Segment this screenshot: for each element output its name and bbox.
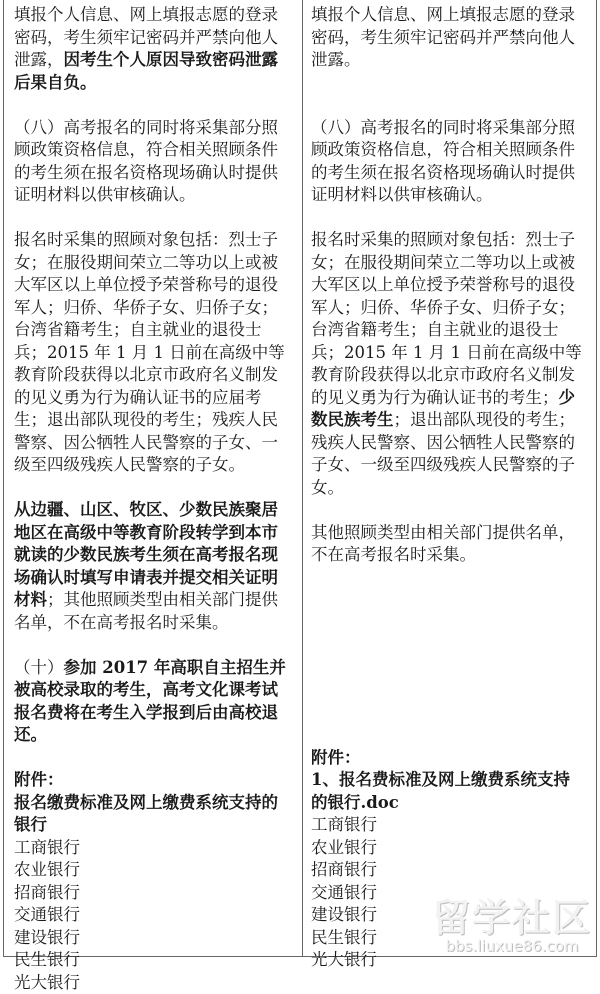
bank-item: 建设银行	[311, 904, 586, 927]
bank-item: 交通银行	[14, 904, 292, 927]
bold-text: 从边疆、山区、牧区、少数民族聚居地区在高级中等教育阶段转学到本市就读的少数民族考生须在高考报名现场确认时填写申请表并提交相关证明材料	[14, 500, 278, 609]
watermark-url: bbs.liuxue86.com	[432, 938, 592, 954]
bank-item: 光大银行	[311, 949, 586, 972]
password-paragraph: 填报个人信息、网上填报志愿的登录密码，考生须牢记密码并严禁向他人泄露，因考生个人原因导致密码泄露后果自负。	[14, 4, 292, 94]
bold-text: 因考生个人原因导致密码泄露后果自负。	[14, 50, 278, 92]
care-targets-paragraph: 报名时采集的照顾对象包括：烈士子女；在服役期间荣立二等功以上或被大军区以上单位授予荣誉称号的退役军人；归侨、华侨子女、归侨子女；台湾省籍考生；自主就业的退役士兵；2015 年 1 月 1 日前在高级中等教育阶段获得以北京市政府名义制发的见义勇为行为确认证书的应届考生；退出部队现役的考生；残疾人民警察、因公牺牲人民警察的子女、一级至四级残疾人民警察的子女。	[14, 229, 292, 477]
bank-item: 民生银行	[14, 949, 292, 972]
bank-item: 交通银行	[311, 882, 586, 905]
bold-text: 参加 2017 年高职自主招生并被高校录取的考生，高考文化课考试报名费将在考生入学报到后由高校退还。	[14, 658, 286, 745]
bank-item: 光大银行	[14, 972, 292, 994]
care-targets-paragraph: 报名时采集的照顾对象包括：烈士子女；在服役期间荣立二等功以上或被大军区以上单位授予荣誉称号的退役军人；归侨、华侨子女、归侨子女；台湾省籍考生；自主就业的退役士兵；2015 年 1 月 1 日前在高级中等教育阶段获得以北京市政府名义制发的见义勇为行为确认证书的考生；少数民族考生；退出部队现役的考生；残疾人民警察、因公牺牲人民警察的子女、一级至四级残疾人民警察的子女。	[311, 229, 586, 499]
section-10-paragraph: （十）参加 2017 年高职自主招生并被高校录取的考生，高考文化课考试报名费将在考生入学报到后由高校退还。	[14, 657, 292, 747]
attachment-title: 报名缴费标准及网上缴费系统支持的银行	[14, 792, 292, 837]
bold-text: 少数民族考生	[311, 388, 575, 430]
watermark-brand: 留学社区	[432, 898, 592, 938]
left-column-original	[4, 0, 303, 956]
password-paragraph: 填报个人信息、网上填报志愿的登录密码，考生须牢记密码并严禁向他人泄露。	[311, 4, 586, 72]
bank-item: 建设银行	[14, 927, 292, 950]
bank-item: 农业银行	[14, 859, 292, 882]
bank-item: 工商银行	[311, 814, 586, 837]
bank-item: 民生银行	[311, 927, 586, 950]
comparison-table	[3, 0, 597, 957]
bank-item: 工商银行	[14, 837, 292, 860]
attachment-label: 附件：	[311, 747, 586, 770]
right-column-revised	[303, 0, 596, 956]
attachment-label: 附件：	[14, 769, 292, 792]
bank-item: 招商银行	[311, 859, 586, 882]
bank-item: 招商银行	[14, 882, 292, 905]
section-8-paragraph: （八）高考报名的同时将采集部分照顾政策资格信息，符合相关照顾条件的考生须在报名资格现场确认时提供证明材料以供审核确认。	[311, 117, 586, 207]
minority-paragraph: 从边疆、山区、牧区、少数民族聚居地区在高级中等教育阶段转学到本市就读的少数民族考生须在高考报名现场确认时填写申请表并提交相关证明材料；其他照顾类型由相关部门提供名单，不在高考报名时采集。	[14, 499, 292, 634]
other-care-paragraph: 其他照顾类型由相关部门提供名单，不在高考报名时采集。	[311, 522, 586, 567]
bank-item: 农业银行	[311, 837, 586, 860]
attachment-link[interactable]: 1、报名费标准及网上缴费系统支持的银行.doc	[311, 769, 586, 814]
section-8-paragraph: （八）高考报名的同时将采集部分照顾政策资格信息，符合相关照顾条件的考生须在报名资格现场确认时提供证明材料以供审核确认。	[14, 117, 292, 207]
